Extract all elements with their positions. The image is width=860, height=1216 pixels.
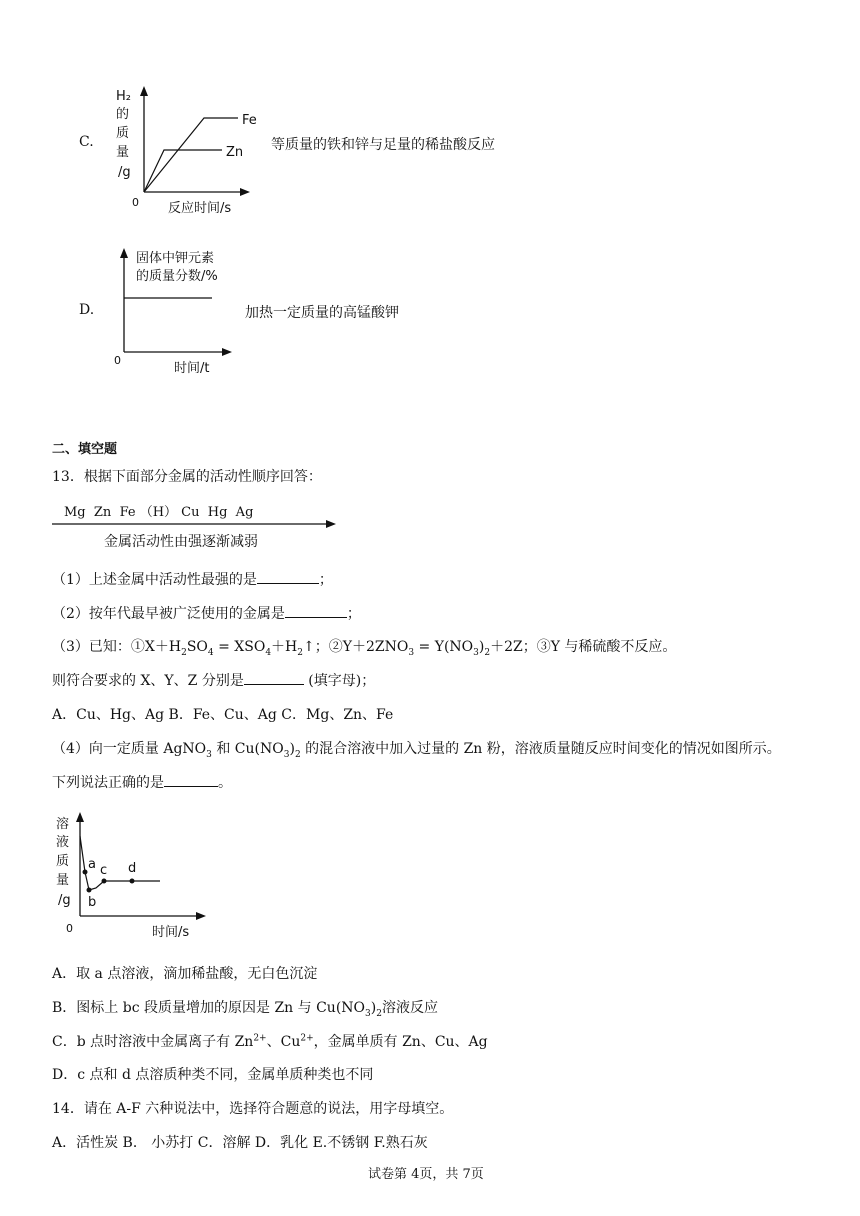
opt-c-text: 、Cu [266,1034,301,1050]
q13-option-c [52,1031,488,1051]
point-a-label: a [88,857,96,872]
metal-sequence: Mg Zn Fe （H） Cu Hg Ag [64,505,254,520]
x-label: 时间/s [152,925,190,940]
point-c [102,879,107,884]
answer-blank[interactable] [257,569,319,584]
point-d-label: d [128,861,137,876]
part1-end: ； [318,572,333,588]
page-footer: 试卷第 4页，共 7页 [368,1167,484,1182]
y-label-line: 溶 [56,817,70,832]
part1-text: （1）上述金属中活动性最强的是 [52,572,257,588]
arrow-head-icon [326,520,336,528]
point-b [87,888,92,893]
y-label [56,816,71,908]
superscript: 2+ [253,1033,267,1044]
p3-text: （3）已知：①X＋H [52,639,182,655]
q13-option-a: A．取 a 点溶液，滴加稀盐酸，无白色沉淀 [52,966,318,982]
point-c-label: c [100,863,108,878]
x-label: 反应时间/s [168,201,232,216]
q13-part1 [52,569,333,589]
point-d [130,879,135,884]
y-label-line: 的 [116,107,130,122]
subscript: 2 [376,1008,382,1019]
q13-part2 [52,603,361,623]
q14-stem: 14．请在 A-F 六种说法中，选择符合题意的说法，用字母填空。 [52,1101,454,1117]
solution-mass-graph [52,808,222,944]
q13-part4 [52,738,781,760]
p3-text: ＋2Z；③Y 与稀硫酸不反应。 [490,639,677,655]
origin-label: 0 [66,922,73,935]
y-label-line: /g [58,893,71,908]
option-c-caption: 等质量的铁和锌与足量的稀盐酸反应 [271,137,495,153]
option-d-letter: D. [79,302,95,318]
superscript: 2+ [300,1033,314,1044]
option-d-graph [110,240,250,380]
activity-series-diagram [50,498,350,554]
p4-question-end: 。 [218,775,232,791]
y-label-line: /g [118,165,131,180]
zn-series-label: Zn [226,145,244,160]
q13-part3 [52,636,676,658]
q13-option-d: D．c 点和 d 点溶质种类不同，金属单质种类也不同 [52,1067,374,1083]
q13-part3-question [52,670,375,690]
y-label [116,89,131,180]
y-label-line: 固体中钾元素 [136,251,215,266]
y-label-line: 量 [56,873,70,888]
opt-c-text: ，金属单质有 Zn、Cu、Ag [313,1034,488,1050]
p4-text: 的混合溶液中加入过量的 Zn 粉，溶液质量随反应时间变化的情况如图所示。 [300,741,781,757]
p3-text: ＋H [271,639,298,655]
y-label-line: 量 [116,145,130,160]
opt-b-text: ) [370,1000,377,1016]
subscript: 2 [297,647,303,658]
p3-text: ) [478,639,485,655]
q13-option-b [52,997,438,1019]
q13-part4-question [52,772,232,792]
p3-question-end: (填字母)； [303,673,376,689]
opt-c-text: C．b 点时溶液中金属离子有 Zn [52,1034,254,1050]
point-b-label: b [88,895,97,910]
fe-series-label: Fe [242,113,257,128]
answer-blank[interactable] [244,670,304,685]
subscript: 2 [294,749,301,760]
point-a [83,870,88,875]
part2-text: （2）按年代最早被广泛使用的金属是 [52,606,285,622]
y-axis-arrow-icon [140,86,148,96]
p3-text: = XSO [213,639,266,655]
q13-part3-options: A．Cu、Hg、Ag B．Fe、Cu、Ag C．Mg、Zn、Fe [52,707,394,723]
x-label: 时间/t [174,361,210,376]
answer-blank[interactable] [285,603,347,618]
y-label-line: 液 [56,835,70,850]
subscript: 4 [265,647,272,658]
option-c-graph [110,84,270,216]
arrow-caption: 金属活动性由强逐渐减弱 [104,534,258,550]
p3-text: ↑；②Y＋2ZNO [303,639,409,655]
p3-text: SO [186,639,208,655]
subscript: 3 [365,1008,371,1019]
y-label-line: H₂ [116,89,131,104]
p4-question: 下列说法正确的是 [52,775,164,791]
option-c-letter: C. [79,134,94,150]
subscript: 2 [484,647,491,658]
q14-options: A．活性炭 B． 小苏打 C．溶解 D．乳化 E.不锈钢 F.熟石灰 [52,1135,428,1151]
section-title: 二、填空题 [52,442,118,457]
p4-text: （4）向一定质量 AgNO [52,741,207,757]
opt-b-text: B．图标上 bc 段质量增加的原因是 Zn 与 Cu(NO [52,1000,366,1016]
fe-series-line [144,118,238,192]
origin-label: 0 [114,354,121,367]
x-axis-arrow-icon [240,188,250,196]
origin-label: 0 [132,196,139,209]
x-axis-arrow-icon [196,912,206,920]
part2-end: ； [346,606,361,622]
y-axis-arrow-icon [120,248,128,258]
p4-text: ) [289,741,295,757]
zn-series-line [144,150,222,192]
subscript: 3 [473,647,479,658]
y-label-line: 质 [56,854,70,869]
answer-blank[interactable] [164,772,218,787]
y-axis-arrow-icon [76,812,84,822]
p3-question: 则符合要求的 X、Y、Z 分别是 [52,673,244,689]
subscript: 3 [206,749,212,760]
subscript: 3 [283,749,290,760]
p3-text: = Y(NO [414,639,474,655]
y-label-line: 的质量分数/% [136,269,218,284]
x-axis-arrow-icon [222,348,232,356]
y-label-line: 质 [116,126,130,141]
option-d-caption: 加热一定质量的高锰酸钾 [245,305,399,321]
opt-b-text: 溶液反应 [381,1000,438,1016]
subscript: 2 [181,647,187,658]
subscript: 4 [207,647,214,658]
subscript: 3 [408,647,415,658]
p4-text: 和 Cu(NO [211,741,284,757]
q13-stem: 13．根据下面部分金属的活动性顺序回答： [52,469,322,485]
